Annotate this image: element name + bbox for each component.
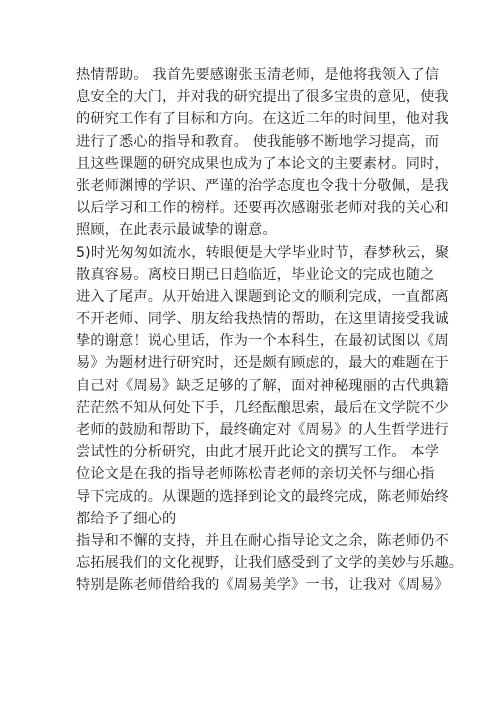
text-line: 散真容易。离校日期已日趋临近，毕业论文的完成也随之 [76, 266, 435, 283]
text-line: 进入了尾声。从开始进入课题到论文的顺利完成，一直都离 [76, 288, 449, 305]
text-line: 张老师渊博的学识、严谨的治学态度也令我十分敬佩，是我 [76, 177, 449, 194]
text-line: 以后学习和工作的榜样。还要再次感谢张老师对我的关心和 [76, 200, 449, 217]
text-line: 自己对《周易》缺乏足够的了解，面对神秘瑰丽的古代典籍 [76, 377, 449, 394]
text-line: 的研究工作有了目标和方向。在这近二年的时间里，他对我 [76, 111, 449, 128]
document-body [76, 64, 464, 597]
text-line: 尝试性的分析研究，由此才展开此论文的撰写工作。 本学 [76, 444, 440, 461]
text-line: 忘拓展我们的文化视野，让我们感受到了文学的美妙与乐趣。 [76, 555, 464, 572]
text-line: 茫茫然不知从何处下手，几经酝酿思索，最后在文学院不少 [76, 399, 449, 416]
text-line: 热情帮助。 我首先要感谢张玉清老师，是他将我领入了信 [76, 67, 440, 83]
text-line: 不开老师、同学、朋友给我热情的帮助，在这里请接受我诚 [76, 311, 449, 328]
text-line: 挚的谢意！说心里话，作为一个本科生，在最初试图以《周 [76, 333, 449, 350]
text-line: 老师的鼓励和帮助下，最终确定对《周易》的人生哲学进行 [76, 422, 449, 438]
text-line: 照顾，在此表示最诚挚的谢意。 [76, 222, 277, 239]
text-line: 息安全的大门，并对我的研究提出了很多宝贵的意见，使我 [76, 89, 449, 106]
text-line: 都给予了细心的 [76, 510, 177, 527]
text-line: 导下完成的。从课题的选择到论文的最终完成，陈老师始终 [76, 488, 449, 505]
text-line: 易》为题材进行研究时，还是颇有顾虑的，最大的难题在于 [76, 355, 449, 372]
text-line: 特别是陈老师借给我的《周易美学》一书，让我对《周易》 [76, 577, 449, 594]
text-line: 位论文是在我的指导老师陈松青老师的亲切关怀与细心指 [76, 466, 435, 483]
text-line: 指导和不懈的支持，并且在耐心指导论文之余，陈老师仍不 [76, 532, 449, 549]
text-line: 5)时光匆匆如流水，转眼便是大学毕业时节，春梦秋云，聚 [76, 244, 450, 261]
text-line: 且这些课题的研究成果也成为了本论文的主要素材。同时， [76, 155, 449, 172]
text-line: 进行了悉心的指导和教育。 使我能够不断地学习提高，而 [76, 133, 440, 150]
